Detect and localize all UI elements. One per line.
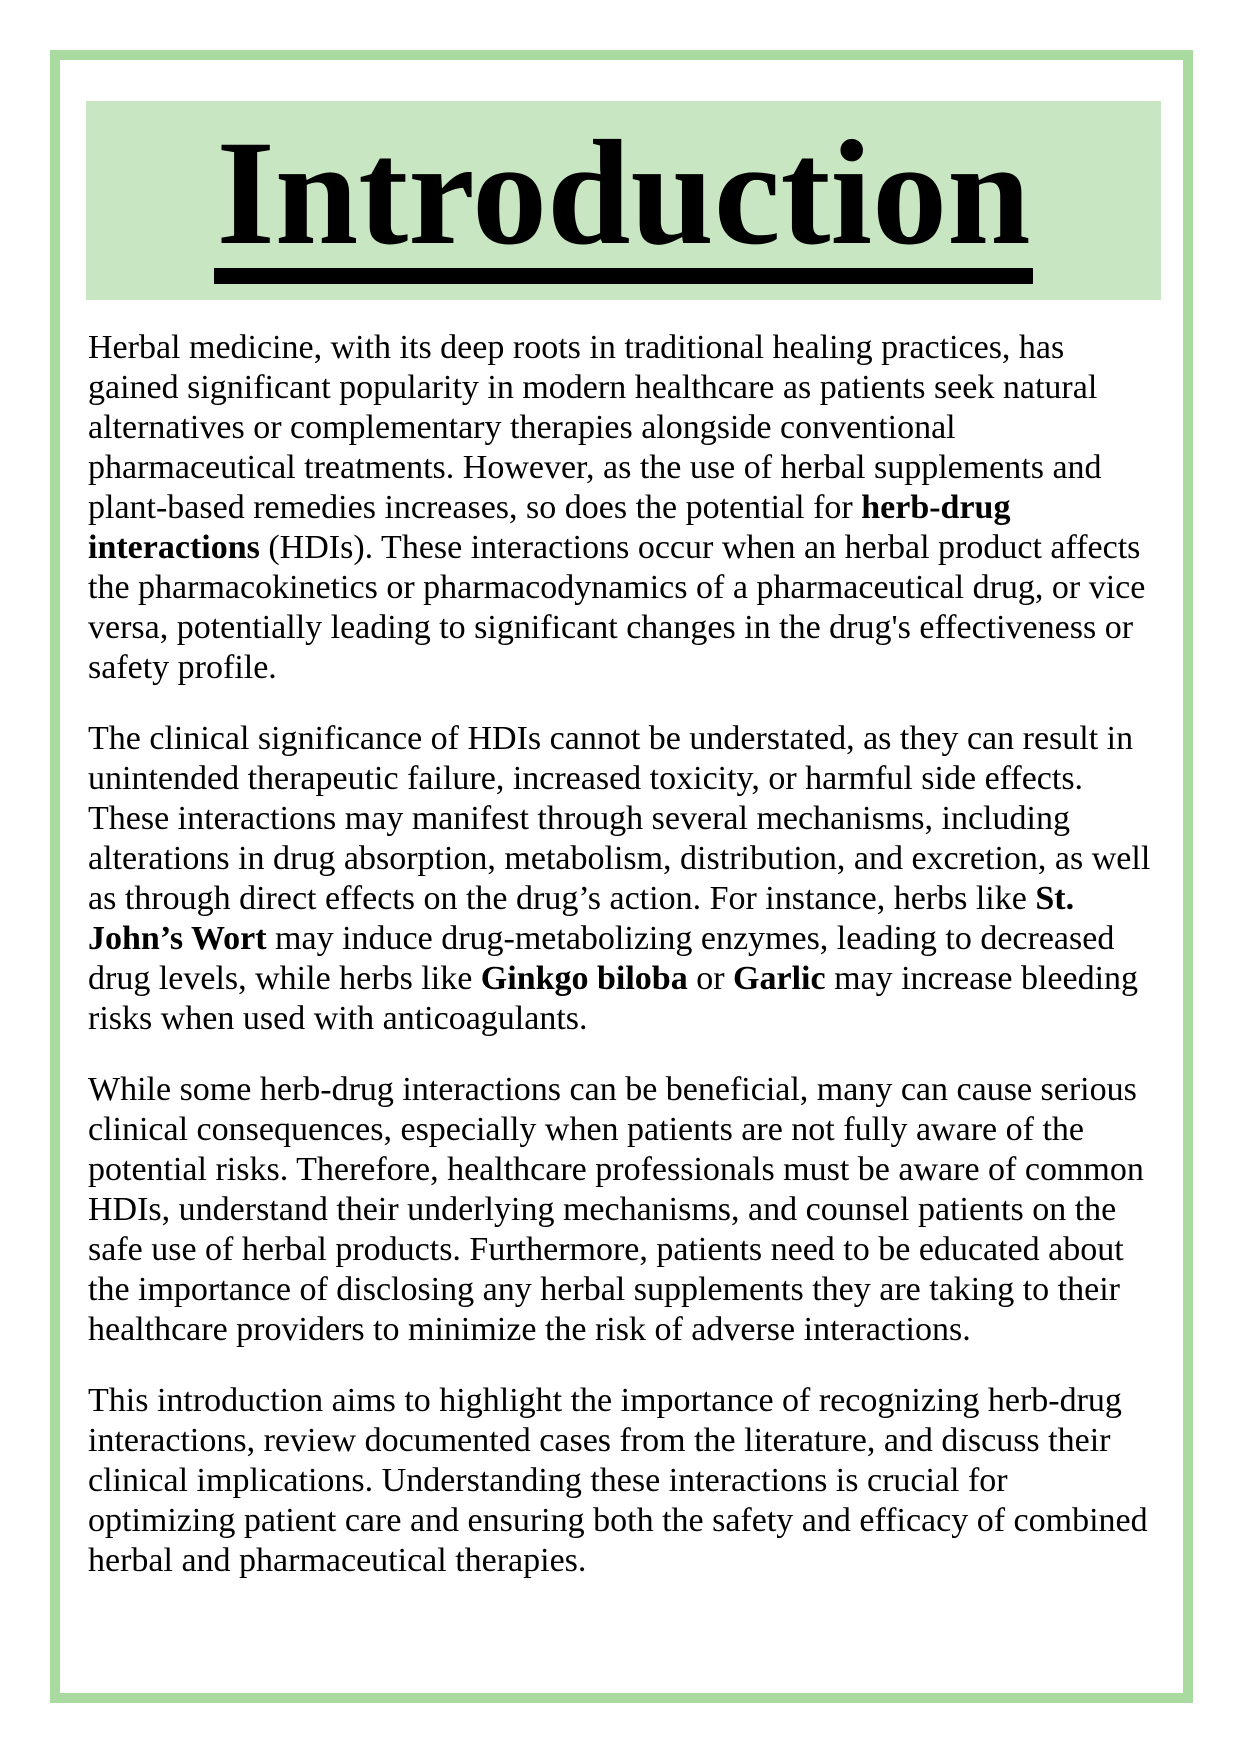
bold-term-ginkgo-biloba: Ginkgo biloba bbox=[480, 960, 688, 997]
paragraph-text: or bbox=[687, 960, 734, 997]
paragraph-3 bbox=[88, 1070, 1157, 1350]
body-text bbox=[60, 300, 1183, 1581]
bold-term-garlic: Garlic bbox=[733, 960, 826, 997]
paragraph-text: (HDIs). These interactions occur when an herbal product affects the pharmacokinetics or pharmacodynamics of a pharmaceutical drug, or vice versa, potentially leading to significant changes in the drug's effectiveness or safety profile. bbox=[88, 529, 1146, 686]
paragraph-2 bbox=[88, 719, 1157, 1039]
title-banner bbox=[86, 101, 1161, 300]
page-title: Introduction bbox=[214, 118, 1032, 284]
paragraph-text: While some herb-drug interactions can be beneficial, many can cause serious clinical consequences, especially when patients are not fully aware of the potential risks. Therefore, healthcare professionals must be aware of common HDIs, understand their underlying mechanisms, and counsel patients on the safe use of herbal products. Furthermore, patients need to be educated about the importance of disclosing any herbal supplements they are taking to their healthcare providers to minimize the risk of adverse interactions. bbox=[88, 1071, 1144, 1348]
paragraph-4 bbox=[88, 1381, 1157, 1581]
paragraph-1 bbox=[88, 328, 1157, 688]
bold-term-st-johns-wort: St. John’s Wort bbox=[88, 880, 1075, 957]
paragraph-text: Herbal medicine, with its deep roots in traditional healing practices, has gained significant popularity in modern healthcare as patients seek natural alternatives or complementary therapies alongside conventional pharmaceutical treatments. However, as the use of herbal supplements and plant-based remedies increases, so does the potential for bbox=[88, 329, 1102, 526]
bold-term-herb-drug-interactions: herb-drug interactions bbox=[88, 489, 1011, 566]
paragraph-text: may induce drug-metabolizing enzymes, leading to decreased drug levels, while herbs like bbox=[88, 920, 1115, 997]
page-border-frame bbox=[50, 50, 1193, 1703]
paragraph-text: The clinical significance of HDIs cannot be understated, as they can result in unintended therapeutic failure, increased toxicity, or harmful side effects. These interactions may manifest through several mechanisms, including alterations in drug absorption, metabolism, distribution, and excretion, as well as through direct effects on the drug’s action. For instance, herbs like bbox=[88, 720, 1151, 917]
paragraph-text: may increase bleeding risks when used with anticoagulants. bbox=[88, 960, 1139, 1037]
paragraph-text: This introduction aims to highlight the importance of recognizing herb-drug interactions, review documented cases from the literature, and discuss their clinical implications. Understanding these interactions is crucial for optimizing patient care and ensuring both the safety and efficacy of combined herbal and pharmaceutical therapies. bbox=[88, 1382, 1148, 1579]
